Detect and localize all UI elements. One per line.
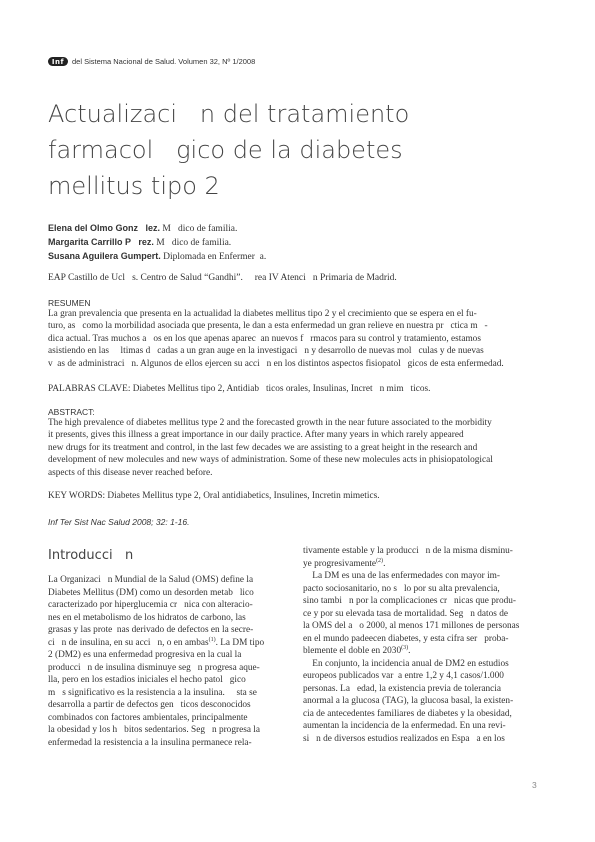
reference-mark: (2): [376, 557, 384, 564]
body-text: blemente el doble en 2030: [303, 646, 402, 656]
body-line: combinados con factores ambientales, principalmente: [48, 712, 248, 723]
citation: Inf Ter Sist Nac Salud 2008; 32: 1-16.: [48, 517, 190, 527]
abstract-section: [48, 407, 548, 479]
abstract-label: ABSTRACT:: [48, 407, 95, 417]
abstract-text: [48, 417, 548, 479]
resumen-line: La gran prevalencia que presenta en la actualidad la diabetes mellitus tipo 2 y el crecimiento que se espera en el fu-: [48, 309, 477, 319]
author-name: Margarita Carrillo P rez.: [48, 237, 154, 247]
body-line: En conjunto, la incidencia anual de DM2 en estudios: [303, 658, 509, 669]
body-text: ci n de insulina, en su acci n, o en ambas: [48, 637, 209, 648]
body-line: aumentan la incidencia de la enfermedad. En una revi-: [303, 721, 506, 731]
body-line: La Organizaci n Mundial de la Salud (OMS) define la: [48, 575, 254, 585]
body-line: lla, pero en los estadios iniciales el hecho patol gico: [48, 675, 246, 685]
body-line: grasas y las prote nas derivado de defectos en la secre-: [48, 625, 254, 635]
keywords-es: PALABRAS CLAVE: Diabetes Mellitus tipo 2, Antidiab ticos orales, Insulinas, Incret n mim ticos.: [48, 384, 431, 394]
body-line: en el mundo padeecen diabetes, y esta cifra ser proba-: [303, 633, 509, 644]
body-line: [303, 558, 548, 571]
body-line: desarrolla a partir de defectos gen ticos desconocidos: [48, 700, 251, 710]
body-line: si n de diversos estudios realizados en Espa a en los: [303, 733, 505, 744]
author-role: M dico de familia.: [153, 238, 232, 248]
author-role: Diplomada en Enfermer a.: [160, 252, 267, 262]
keywords-en: KEY WORDS: Diabetes Mellitus type 2, Oral antidiabetics, Insulines, Incretin mimetics.: [48, 491, 380, 501]
body-column-left: [48, 574, 286, 749]
body-column-right: [303, 545, 548, 745]
resumen-section: [48, 298, 548, 370]
reference-mark: (1): [208, 636, 216, 643]
body-line: tivamente estable y la producci n de la misma disminu-: [303, 546, 513, 556]
abstract-line: new drugs for its treatment and control, in the last few decades we are assisting to a great height in the research and: [48, 442, 478, 453]
body-line: [48, 637, 286, 650]
journal-name: del Sistema Nacional de Salud. Volumen 32, Nº 1/2008: [72, 57, 256, 66]
author: [48, 250, 548, 264]
body-line: Diabetes Mellitus (DM) como un desorden metab lico: [48, 587, 254, 598]
title-line: farmacol gico de la diabetes: [48, 136, 403, 164]
body-line: la obesidad y los h bitos sedentarios. Seg n progresa la: [48, 725, 260, 735]
abstract-line: The high prevalence of diabetes mellitus type 2 and the forecasted growth in the near future associated to the morbidity: [48, 418, 492, 428]
resumen-text: [48, 308, 548, 370]
journal-header: [48, 57, 255, 66]
body-line: ce y por su elevada tasa de mortalidad. Seg n datos de: [303, 608, 508, 619]
author: [48, 236, 548, 250]
abstract-line: development of new molecules and new ways of administration. Some of these new molecules acts in phisiopatological: [48, 455, 493, 466]
reference-mark: (3): [401, 644, 409, 651]
body-text: .: [408, 646, 411, 656]
affiliation: EAP Castillo de Ucl s. Centro de Salud “Gandhi”. rea IV Atenci n Primaria de Madrid.: [48, 273, 397, 283]
journal-logo: Inf: [48, 57, 68, 66]
body-line: [303, 645, 548, 658]
body-text: ye progresivamente: [303, 558, 377, 569]
body-text: . La DM tipo: [215, 637, 265, 648]
body-line: La DM es una de las enfermedades con mayor im-: [303, 571, 500, 581]
body-line: producci n de insulina disminuye seg n progresa aque-: [48, 662, 260, 673]
resumen-line: v as de administraci n. Algunos de ellos ejercen su acci n en los distintos aspectos fisiopatol gicos de esta enfermedad.: [48, 358, 504, 369]
abstract-line: it presents, gives this illness a great importance in our daily practice. After many years in which rarely appeared: [48, 430, 464, 441]
title-line: mellitus tipo 2: [48, 172, 220, 200]
body-text: .: [383, 558, 386, 569]
body-line: personas. La edad, la existencia previa de tolerancia: [303, 683, 501, 694]
abstract-line: aspects of this disease never reached before.: [48, 467, 213, 478]
page-number: 3: [532, 780, 537, 790]
body-line: sino tambi n por la complicaciones cr nicas que produ-: [303, 596, 516, 606]
body-line: enfermedad la resistencia a la insulina permanece rela-: [48, 737, 252, 748]
body-line: la OMS del a o 2000, al menos 171 millones de personas: [303, 621, 520, 631]
body-line: anormal a la glucosa (TAG), la glucosa basal, la existen-: [303, 696, 514, 706]
author-name: Susana Aguilera Gumpert.: [48, 251, 161, 261]
body-line: 2 (DM2) es una enfermedad progresiva en la cual la: [48, 650, 242, 660]
body-line: nes en el metabolismo de los hidratos de carbono, las: [48, 612, 246, 623]
author-list: [48, 222, 548, 264]
body-line: m s significativo es la resistencia a la insulina. sta se: [48, 687, 257, 698]
body-line: europeos publicados var a entre 1,2 y 4,1 casos/1.000: [303, 671, 504, 681]
author: [48, 222, 548, 236]
body-line: cia de antecedentes familiares de diabetes y la obesidad,: [303, 708, 512, 719]
resumen-line: asistiendo en las ltimas d cadas a un gran auge en la investigaci n y desarrollo de nuevas mol culas y de nuevas: [48, 346, 484, 357]
title-line: Actualizaci n del tratamiento: [48, 100, 410, 128]
resumen-label: RESUMEN: [48, 298, 91, 308]
resumen-line: dica actual. Tras muchos a os en los que apenas aparec an nuevos f rmacos para su control y tratamiento, estamos: [48, 333, 481, 344]
author-name: Elena del Olmo Gonz lez.: [48, 223, 161, 233]
article-title: [48, 96, 528, 204]
author-role: M dico de familia.: [160, 224, 238, 234]
body-line: pacto sociosanitario, no s lo por su alta prevalencia,: [303, 583, 500, 594]
body-line: caracterizado por hiperglucemia cr nica con alteracio-: [48, 600, 253, 610]
resumen-line: turo, as como la morbilidad asociada que presenta, le dan a esta enfermedad un gran relieve en nuestra pr ctica m -: [48, 321, 488, 332]
section-heading-introduccion: Introducci n: [48, 548, 134, 563]
